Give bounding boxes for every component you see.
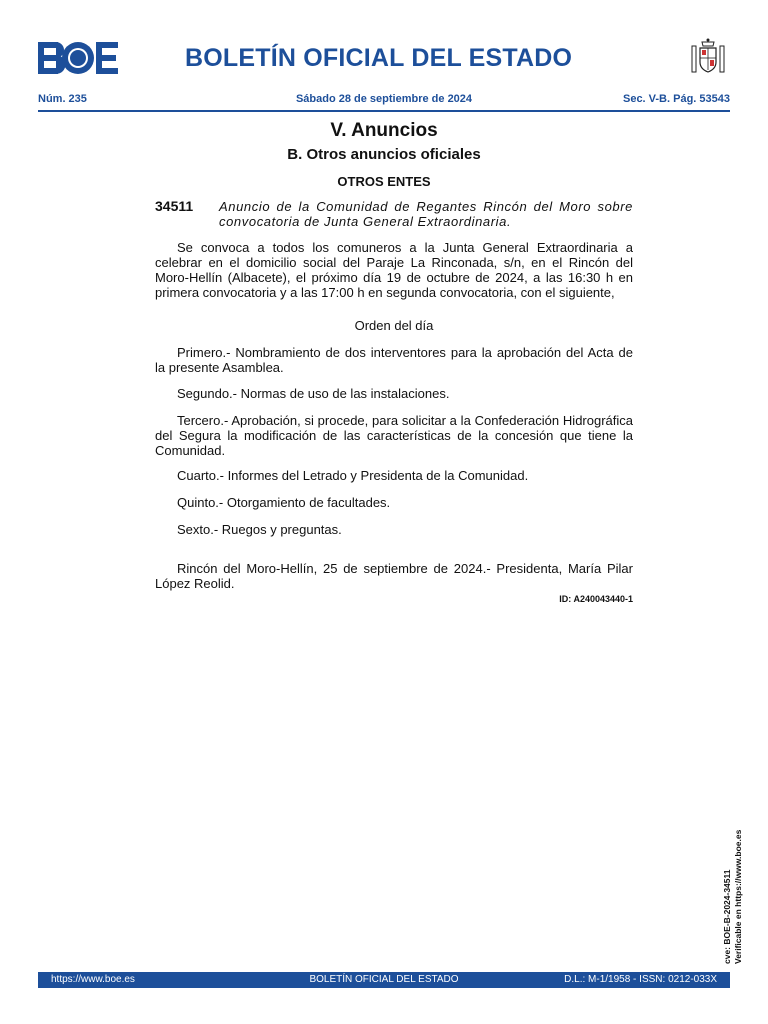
intro-paragraph: Se convoca a todos los comuneros a la Junta General Extraordinaria a celebrar en el domicilio social del Paraje La Rinconada, s/n, en el Rincón del Moro-Hellín (Albacete), el próximo día 19 de octubre de 2024, a las 16:30 h en primera convocatoria y a las 17:00 h en segunda convocatoria, con el siguiente,: [155, 240, 633, 300]
verify-link[interactable]: Verificable en https://www.boe.es: [733, 829, 743, 964]
announcement-title: Anuncio de la Comunidad de Regantes Rincón del Moro sobre convocatoria de Junta General Extraordinaria.: [219, 199, 633, 229]
agenda-item: Segundo.- Normas de uso de las instalaciones.: [177, 386, 450, 401]
coat-of-arms-icon: [688, 36, 728, 76]
footer-bar: [38, 972, 730, 988]
category-heading: OTROS ENTES: [337, 174, 431, 189]
document-id: ID: A240043440-1: [559, 594, 633, 604]
issue-meta-bar: [38, 93, 730, 107]
order-heading: Orden del día: [354, 318, 434, 333]
agenda-item: Tercero.- Aprobación, si procede, para solicitar a la Confederación Hidrográfica del Segura la modificación de las características de la concesión que tiene la Comunidad.: [155, 413, 633, 458]
cve-verification: [722, 814, 744, 964]
agenda-item: Cuarto.- Informes del Letrado y Presidenta de la Comunidad.: [177, 468, 529, 483]
issue-date: Sábado 28 de septiembre de 2024: [295, 93, 473, 105]
subsection-heading: B. Otros anuncios oficiales: [287, 146, 481, 163]
signature-paragraph: Rincón del Moro-Hellín, 25 de septiembre de 2024.- Presidenta, María Pilar López Reolid.: [155, 561, 633, 591]
issue-number: Núm. 235: [38, 93, 87, 105]
section-heading: V. Anuncios: [330, 120, 438, 141]
section-page: Sec. V-B. Pág. 53543: [622, 93, 730, 105]
agenda-item: Primero.- Nombramiento de dos interventores para la aprobación del Acta de la presente Asamblea.: [155, 345, 633, 375]
agenda-item: Sexto.- Ruegos y preguntas.: [177, 522, 342, 537]
announcement-number: 34511: [155, 198, 194, 214]
agenda-item: Quinto.- Otorgamiento de facultades.: [177, 495, 391, 510]
cve-code: cve: BOE-B-2024-34511: [722, 869, 732, 964]
header-divider: [38, 110, 730, 112]
footer-url-link[interactable]: https://www.boe.es: [51, 974, 135, 985]
boe-logo: [38, 42, 118, 74]
footer-title: BOLETÍN OFICIAL DEL ESTADO: [309, 974, 459, 985]
footer-legal: D.L.: M-1/1958 - ISSN: 0212-033X: [564, 974, 717, 985]
publication-title: BOLETÍN OFICIAL DEL ESTADO: [185, 44, 573, 72]
